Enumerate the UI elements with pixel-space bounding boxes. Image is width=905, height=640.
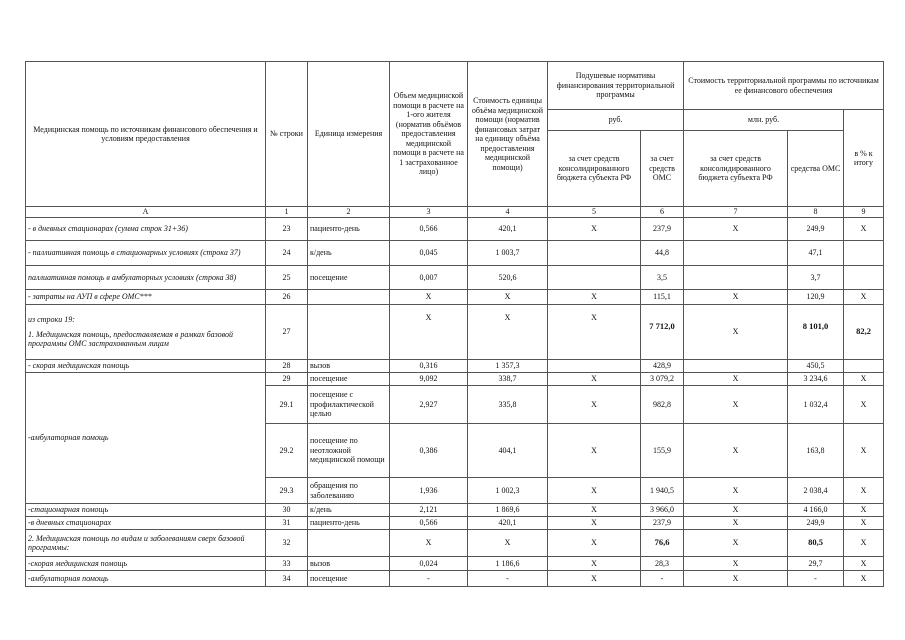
header-col-6: за счет средств ОМС <box>641 131 684 207</box>
row-number: 30 <box>266 504 308 517</box>
cell-value: 450,5 <box>788 360 844 373</box>
cell-value <box>844 360 884 373</box>
row-number: 29 <box>266 373 308 386</box>
cell-value: 1 940,5 <box>641 478 684 504</box>
header-col-2: Единица измерения <box>308 62 390 207</box>
cell-value <box>788 305 844 360</box>
cell-value: Х <box>468 305 548 360</box>
row-number: 33 <box>266 557 308 571</box>
cell-value: 1,936 <box>390 478 468 504</box>
cell-value: 520,6 <box>468 266 548 290</box>
col-number: 3 <box>390 207 468 218</box>
row-number: 24 <box>266 241 308 266</box>
cell-value: Х <box>684 557 788 571</box>
cell-value: - <box>468 571 548 587</box>
row-unit: пациенто-день <box>308 218 390 241</box>
cell-value: 3 234,6 <box>788 373 844 386</box>
cell-value: Х <box>684 571 788 587</box>
cell-value: 249,9 <box>788 517 844 530</box>
cell-value: 0,566 <box>390 517 468 530</box>
cell-value: 163,8 <box>788 424 844 478</box>
cell-value: 2,121 <box>390 504 468 517</box>
header-mln-rub: млн. руб. <box>684 110 844 131</box>
cell-value: 0,566 <box>390 218 468 241</box>
header-col-4: Стоимость единицы объёма медицинской помощи (норматив финансовых затрат на единицу объёма предоставления медицинской помощи) <box>468 62 548 207</box>
cell-value: Х <box>390 305 468 360</box>
cell-value <box>548 266 641 290</box>
table-row <box>26 504 884 517</box>
cell-value: 3 079,2 <box>641 373 684 386</box>
cell-value <box>684 266 788 290</box>
cell-value: 1 186,6 <box>468 557 548 571</box>
cell-value: 44,8 <box>641 241 684 266</box>
cell-value: Х <box>548 504 641 517</box>
cell-value: Х <box>844 571 884 587</box>
row-number: 31 <box>266 517 308 530</box>
row-label-prefix: из строки 19: <box>28 315 75 325</box>
cell-value: 982,8 <box>641 386 684 424</box>
cell-value: 404,1 <box>468 424 548 478</box>
row-unit <box>308 290 390 305</box>
cell-value: 0,316 <box>390 360 468 373</box>
cell-value: Х <box>548 478 641 504</box>
cell-value: 1 357,3 <box>468 360 548 373</box>
row-label: - паллиативная помощь в стационарных условиях (строка 37) <box>26 241 266 266</box>
cell-value: 420,1 <box>468 517 548 530</box>
cell-value: Х <box>684 290 788 305</box>
table-row <box>26 530 884 557</box>
cell-value: - <box>788 571 844 587</box>
row-number: 27 <box>266 305 308 360</box>
cell-value: 9,092 <box>390 373 468 386</box>
cell-value: 2,927 <box>390 386 468 424</box>
row-label: -в дневных стационарах <box>26 517 266 530</box>
financing-table <box>25 61 884 587</box>
row-number: 32 <box>266 530 308 557</box>
cell-value <box>641 530 684 557</box>
cell-value: 428,9 <box>641 360 684 373</box>
cell-value-bold: 76,6 <box>654 537 670 548</box>
cell-value: 420,1 <box>468 218 548 241</box>
cell-value: Х <box>684 218 788 241</box>
cell-value: Х <box>684 517 788 530</box>
cell-value <box>548 360 641 373</box>
cell-value <box>548 241 641 266</box>
row-number: 29.3 <box>266 478 308 504</box>
cell-value: 4 166,0 <box>788 504 844 517</box>
cell-value: Х <box>390 530 468 557</box>
cell-value: Х <box>684 424 788 478</box>
header-col-1: № строки <box>266 62 308 207</box>
cell-value: 0,024 <box>390 557 468 571</box>
cell-value: 120,9 <box>788 290 844 305</box>
cell-value: Х <box>548 517 641 530</box>
col-number: 7 <box>684 207 788 218</box>
cell-value: 3,7 <box>788 266 844 290</box>
cell-value: Х <box>684 386 788 424</box>
cell-value: 0,386 <box>390 424 468 478</box>
column-number-row <box>26 207 884 218</box>
cell-value: Х <box>548 424 641 478</box>
row-unit: посещение по неотложной медицинской помощи <box>308 424 390 478</box>
col-number: 8 <box>788 207 844 218</box>
cell-value: Х <box>844 218 884 241</box>
cell-value: 28,3 <box>641 557 684 571</box>
cell-value: 237,9 <box>641 218 684 241</box>
row-unit: обращения по заболеванию <box>308 478 390 504</box>
table-row <box>26 241 884 266</box>
row-unit: посещение <box>308 266 390 290</box>
col-number: А <box>26 207 266 218</box>
table-row <box>26 571 884 587</box>
cell-value-bold: 8 101,0 <box>802 320 829 331</box>
cell-value: Х <box>844 530 884 557</box>
row-unit: к/день <box>308 504 390 517</box>
table-row <box>26 305 884 360</box>
row-number: 23 <box>266 218 308 241</box>
header-rub: руб. <box>548 110 684 131</box>
cell-value <box>684 241 788 266</box>
cell-value: - <box>390 571 468 587</box>
cell-value: Х <box>684 504 788 517</box>
cell-value: 0,007 <box>390 266 468 290</box>
row-number: 25 <box>266 266 308 290</box>
row-number: 29.2 <box>266 424 308 478</box>
cell-value <box>844 266 884 290</box>
cell-value: 155,9 <box>641 424 684 478</box>
cell-value: Х <box>844 424 884 478</box>
cell-value <box>788 530 844 557</box>
col-number: 2 <box>308 207 390 218</box>
cell-value: Х <box>548 530 641 557</box>
cell-value-bold: 7 712,0 <box>649 320 675 331</box>
col-number: 4 <box>468 207 548 218</box>
row-number: 26 <box>266 290 308 305</box>
cell-value: 115,1 <box>641 290 684 305</box>
cell-value: 1 002,3 <box>468 478 548 504</box>
table-row <box>26 218 884 241</box>
table-row <box>26 517 884 530</box>
cell-value: Х <box>844 290 884 305</box>
row-label <box>26 305 266 360</box>
cell-value: Х <box>548 373 641 386</box>
cell-value: 3 966,0 <box>641 504 684 517</box>
header-group-per-capita: Подушевые нормативы финансирования территориальной программы <box>548 62 684 110</box>
cell-value: Х <box>548 571 641 587</box>
header-col-7: за счет средств консолидированного бюджета субъекта РФ <box>684 131 788 207</box>
cell-value: 3,5 <box>641 266 684 290</box>
row-unit: вызов <box>308 557 390 571</box>
table-row <box>26 557 884 571</box>
cell-value: Х <box>468 290 548 305</box>
cell-value: Х <box>844 373 884 386</box>
col-number: 1 <box>266 207 308 218</box>
table-row <box>26 266 884 290</box>
col-number: 6 <box>641 207 684 218</box>
cell-value: 1 003,7 <box>468 241 548 266</box>
header-col-5: за счет средств консолидированного бюджета субъекта РФ <box>548 131 641 207</box>
col-number: 5 <box>548 207 641 218</box>
header-col-3: Объем медицинской помощи в расчете на 1-ого жителя (норматив объёмов предоставления медицинской помощи в расчете на 1 застрахованное лицо) <box>390 62 468 207</box>
cell-value: 335,8 <box>468 386 548 424</box>
cell-value: 2 038,4 <box>788 478 844 504</box>
row-unit <box>308 530 390 557</box>
header-col-9: в % к итогу <box>844 110 884 207</box>
cell-value <box>844 241 884 266</box>
cell-value: Х <box>390 290 468 305</box>
cell-value: Х <box>844 557 884 571</box>
cell-value: Х <box>684 305 788 360</box>
row-number: 28 <box>266 360 308 373</box>
row-label: -стационарная помощь <box>26 504 266 517</box>
cell-value: 1 869,6 <box>468 504 548 517</box>
cell-value: Х <box>548 557 641 571</box>
cell-value: Х <box>548 386 641 424</box>
row-unit: вызов <box>308 360 390 373</box>
cell-value-bold: 82,2 <box>856 326 871 337</box>
cell-value <box>844 305 884 360</box>
cell-value: 249,9 <box>788 218 844 241</box>
row-unit: пациенто-день <box>308 517 390 530</box>
cell-value: 47,1 <box>788 241 844 266</box>
cell-value: 237,9 <box>641 517 684 530</box>
header-col-a: Медицинская помощь по источникам финансового обеспечения и условиям предоставления <box>26 62 266 207</box>
table-row <box>26 360 884 373</box>
cell-value: Х <box>844 517 884 530</box>
cell-value: Х <box>844 386 884 424</box>
cell-value: Х <box>684 530 788 557</box>
row-label: - в дневных стационарах (сумма строк 31+36) <box>26 218 266 241</box>
row-unit: посещение с профилактической целью <box>308 386 390 424</box>
row-label: 2. Медицинская помощь по видам и заболеваниям сверх базовой программы: <box>26 530 266 557</box>
cell-value: Х <box>548 305 641 360</box>
cell-value: Х <box>684 478 788 504</box>
cell-value: Х <box>844 504 884 517</box>
col-number: 9 <box>844 207 884 218</box>
cell-value: Х <box>548 290 641 305</box>
cell-value: Х <box>844 478 884 504</box>
header-col-8: средства ОМС <box>788 131 844 207</box>
cell-value: - <box>641 571 684 587</box>
cell-value <box>684 360 788 373</box>
cell-value: Х <box>468 530 548 557</box>
cell-value <box>641 305 684 360</box>
row-label: паллиативная помощь в амбулаторных условиях (строка 38) <box>26 266 266 290</box>
row-label: - скорая медицинская помощь <box>26 360 266 373</box>
table-row <box>26 373 884 386</box>
row-label: - затраты на АУП в сфере ОМС*** <box>26 290 266 305</box>
cell-value-bold: 80,5 <box>808 537 823 548</box>
row-label: -скорая медицинская помощь <box>26 557 266 571</box>
table-row <box>26 290 884 305</box>
cell-value: 338,7 <box>468 373 548 386</box>
cell-value: Х <box>684 373 788 386</box>
row-label-ambulatory: -амбулаторная помощь <box>26 373 266 504</box>
row-unit <box>308 305 390 360</box>
row-label: -амбулаторная помощь <box>26 571 266 587</box>
row-unit: посещение <box>308 571 390 587</box>
cell-value: 29,7 <box>788 557 844 571</box>
row-unit: к/день <box>308 241 390 266</box>
row-number: 34 <box>266 571 308 587</box>
row-unit: посещение <box>308 373 390 386</box>
header-group-cost: Стоимость территориальной программы по источникам ее финансового обеспечения <box>684 62 884 110</box>
row-number: 29.1 <box>266 386 308 424</box>
row-label-main: 1. Медицинская помощь, предоставляемая в рамках базовой программы ОМС застрахованным лицам <box>28 329 233 349</box>
cell-value: 1 032,4 <box>788 386 844 424</box>
cell-value: 0,045 <box>390 241 468 266</box>
cell-value: Х <box>548 218 641 241</box>
